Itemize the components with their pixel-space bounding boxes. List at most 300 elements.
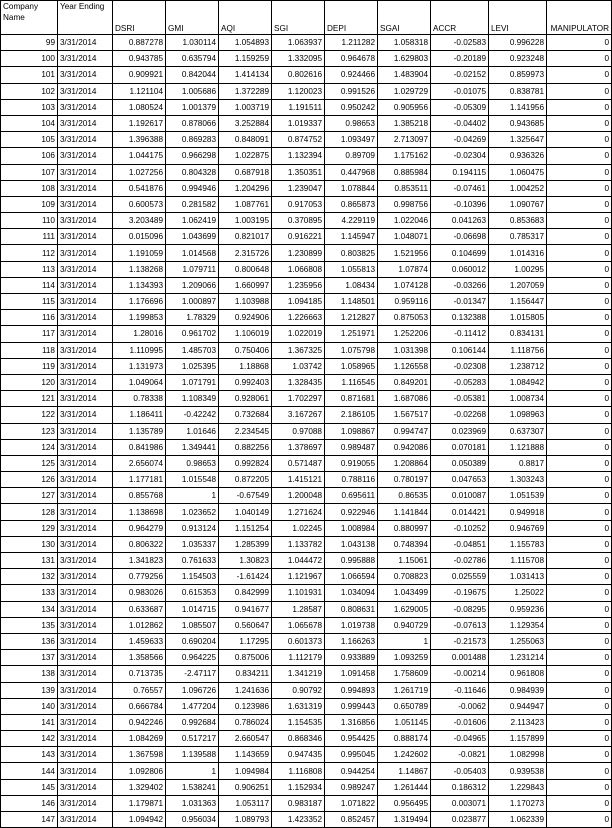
cell-gmi: 1.538241 bbox=[166, 779, 219, 795]
cell-year-ending: 3/31/2014 bbox=[58, 520, 113, 536]
cell-company: 102 bbox=[1, 83, 58, 99]
table-row bbox=[1, 407, 612, 423]
cell-year-ending: 3/31/2014 bbox=[58, 83, 113, 99]
cell-year-ending: 3/31/2014 bbox=[58, 585, 113, 601]
cell-dsri: 1.358566 bbox=[113, 650, 166, 666]
header-manipulator: MANIPULATOR bbox=[547, 1, 612, 35]
cell-sgai: 0.875053 bbox=[378, 310, 431, 326]
table-row bbox=[1, 553, 612, 569]
cell-levi: 1.157899 bbox=[489, 731, 547, 747]
cell-gmi: 0.615353 bbox=[166, 585, 219, 601]
cell-levi: 1.084942 bbox=[489, 374, 547, 390]
cell-year-ending: 3/31/2014 bbox=[58, 51, 113, 67]
cell-levi: 0.8817 bbox=[489, 455, 547, 471]
cell-sgi: 3.167267 bbox=[272, 407, 325, 423]
cell-company: 112 bbox=[1, 245, 58, 261]
cell-sgi: 1.702297 bbox=[272, 391, 325, 407]
cell-accr: -0.10396 bbox=[431, 196, 489, 212]
cell-sgai: 1.022046 bbox=[378, 213, 431, 229]
table-row bbox=[1, 67, 612, 83]
table-row bbox=[1, 261, 612, 277]
cell-depi: 1.078844 bbox=[325, 180, 378, 196]
cell-year-ending: 3/31/2014 bbox=[58, 731, 113, 747]
cell-sgi: 1.112179 bbox=[272, 650, 325, 666]
cell-levi: 1.325647 bbox=[489, 132, 547, 148]
cell-manipulator: 0 bbox=[547, 99, 612, 115]
cell-company: 126 bbox=[1, 472, 58, 488]
cell-aqi: 0.821017 bbox=[219, 229, 272, 245]
cell-manipulator: 0 bbox=[547, 536, 612, 552]
cell-aqi: 0.872205 bbox=[219, 472, 272, 488]
cell-levi: 0.961808 bbox=[489, 666, 547, 682]
cell-company: 105 bbox=[1, 132, 58, 148]
cell-aqi: -1.61424 bbox=[219, 569, 272, 585]
table-row bbox=[1, 617, 612, 633]
cell-levi: 0.785317 bbox=[489, 229, 547, 245]
cell-levi: 1.303243 bbox=[489, 472, 547, 488]
cell-manipulator: 0 bbox=[547, 520, 612, 536]
cell-company: 133 bbox=[1, 585, 58, 601]
cell-accr: 0.047653 bbox=[431, 472, 489, 488]
cell-sgi: 1.631319 bbox=[272, 698, 325, 714]
table-row bbox=[1, 213, 612, 229]
cell-depi: 1.145947 bbox=[325, 229, 378, 245]
cell-sgai: 1.175162 bbox=[378, 148, 431, 164]
cell-depi: 0.944254 bbox=[325, 763, 378, 779]
cell-dsri: 0.78338 bbox=[113, 391, 166, 407]
cell-aqi: 0.687918 bbox=[219, 164, 272, 180]
cell-levi: 1.014316 bbox=[489, 245, 547, 261]
cell-company: 114 bbox=[1, 277, 58, 293]
cell-dsri: 0.909921 bbox=[113, 67, 166, 83]
table-row bbox=[1, 326, 612, 342]
cell-depi: 1.166263 bbox=[325, 633, 378, 649]
cell-dsri: 0.666784 bbox=[113, 698, 166, 714]
cell-depi: 1.08434 bbox=[325, 277, 378, 293]
cell-year-ending: 3/31/2014 bbox=[58, 472, 113, 488]
table-row bbox=[1, 148, 612, 164]
cell-year-ending: 3/31/2014 bbox=[58, 650, 113, 666]
cell-levi: 0.853683 bbox=[489, 213, 547, 229]
cell-accr: 0.194115 bbox=[431, 164, 489, 180]
cell-manipulator: 0 bbox=[547, 83, 612, 99]
cell-depi: 0.995888 bbox=[325, 553, 378, 569]
cell-accr: -0.05283 bbox=[431, 374, 489, 390]
cell-year-ending: 3/31/2014 bbox=[58, 747, 113, 763]
cell-manipulator: 0 bbox=[547, 455, 612, 471]
table-row bbox=[1, 650, 612, 666]
cell-sgai: 1.567517 bbox=[378, 407, 431, 423]
cell-dsri: 0.541876 bbox=[113, 180, 166, 196]
table-row bbox=[1, 132, 612, 148]
header-company-name: Company Name bbox=[1, 1, 58, 35]
cell-sgi: 1.063937 bbox=[272, 35, 325, 51]
cell-depi: 1.093497 bbox=[325, 132, 378, 148]
cell-company: 103 bbox=[1, 99, 58, 115]
header-levi: LEVI bbox=[489, 1, 547, 35]
cell-accr: -0.0821 bbox=[431, 747, 489, 763]
cell-sgai: 0.994747 bbox=[378, 423, 431, 439]
cell-sgi: 0.370895 bbox=[272, 213, 325, 229]
table-row bbox=[1, 682, 612, 698]
cell-manipulator: 0 bbox=[547, 423, 612, 439]
table-row bbox=[1, 714, 612, 730]
cell-company: 99 bbox=[1, 35, 58, 51]
cell-year-ending: 3/31/2014 bbox=[58, 261, 113, 277]
cell-depi: 0.954425 bbox=[325, 731, 378, 747]
cell-depi: 0.922946 bbox=[325, 504, 378, 520]
cell-accr: 0.003071 bbox=[431, 795, 489, 811]
cell-manipulator: 0 bbox=[547, 310, 612, 326]
cell-year-ending: 3/31/2014 bbox=[58, 326, 113, 342]
cell-dsri: 1.138268 bbox=[113, 261, 166, 277]
cell-accr: 0.050389 bbox=[431, 455, 489, 471]
cell-accr: -0.0062 bbox=[431, 698, 489, 714]
cell-depi: 0.933889 bbox=[325, 650, 378, 666]
cell-gmi: 1.000897 bbox=[166, 294, 219, 310]
cell-year-ending: 3/31/2014 bbox=[58, 67, 113, 83]
cell-depi: 2.186105 bbox=[325, 407, 378, 423]
cell-accr: 0.023969 bbox=[431, 423, 489, 439]
cell-company: 144 bbox=[1, 763, 58, 779]
cell-gmi: 0.869283 bbox=[166, 132, 219, 148]
cell-sgi: 0.802616 bbox=[272, 67, 325, 83]
cell-company: 120 bbox=[1, 374, 58, 390]
cell-dsri: 0.806322 bbox=[113, 536, 166, 552]
cell-sgi: 0.90792 bbox=[272, 682, 325, 698]
cell-manipulator: 0 bbox=[547, 601, 612, 617]
cell-depi: 1.043138 bbox=[325, 536, 378, 552]
cell-sgi: 1.066808 bbox=[272, 261, 325, 277]
table-row bbox=[1, 504, 612, 520]
cell-accr: -0.01606 bbox=[431, 714, 489, 730]
header-sgi: SGI bbox=[272, 1, 325, 35]
cell-sgi: 1.132394 bbox=[272, 148, 325, 164]
table-row bbox=[1, 601, 612, 617]
cell-sgi: 1.350351 bbox=[272, 164, 325, 180]
cell-manipulator: 0 bbox=[547, 731, 612, 747]
cell-company: 131 bbox=[1, 553, 58, 569]
cell-sgi: 0.601373 bbox=[272, 633, 325, 649]
cell-aqi: 0.842999 bbox=[219, 585, 272, 601]
cell-company: 127 bbox=[1, 488, 58, 504]
cell-gmi: 0.761633 bbox=[166, 553, 219, 569]
header-accr: ACCR bbox=[431, 1, 489, 35]
cell-aqi: 0.732684 bbox=[219, 407, 272, 423]
cell-sgai: 1.126558 bbox=[378, 358, 431, 374]
cell-accr: -0.00214 bbox=[431, 666, 489, 682]
cell-aqi: 1.054893 bbox=[219, 35, 272, 51]
table-row bbox=[1, 698, 612, 714]
cell-levi: 0.838781 bbox=[489, 83, 547, 99]
table-row bbox=[1, 245, 612, 261]
table-row bbox=[1, 423, 612, 439]
cell-levi: 1.051539 bbox=[489, 488, 547, 504]
cell-sgi: 0.947435 bbox=[272, 747, 325, 763]
cell-accr: -0.06698 bbox=[431, 229, 489, 245]
cell-year-ending: 3/31/2014 bbox=[58, 504, 113, 520]
cell-depi: 0.852457 bbox=[325, 812, 378, 828]
cell-manipulator: 0 bbox=[547, 682, 612, 698]
cell-year-ending: 3/31/2014 bbox=[58, 35, 113, 51]
cell-gmi: 0.964225 bbox=[166, 650, 219, 666]
cell-gmi: 1.014715 bbox=[166, 601, 219, 617]
cell-sgai: 1.521956 bbox=[378, 245, 431, 261]
cell-aqi: 1.204296 bbox=[219, 180, 272, 196]
cell-sgi: 1.341219 bbox=[272, 666, 325, 682]
cell-sgi: 1.044472 bbox=[272, 553, 325, 569]
cell-accr: -0.05381 bbox=[431, 391, 489, 407]
cell-year-ending: 3/31/2014 bbox=[58, 423, 113, 439]
cell-company: 101 bbox=[1, 67, 58, 83]
cell-sgi: 1.230899 bbox=[272, 245, 325, 261]
cell-depi: 0.865873 bbox=[325, 196, 378, 212]
cell-manipulator: 0 bbox=[547, 180, 612, 196]
cell-company: 100 bbox=[1, 51, 58, 67]
cell-company: 108 bbox=[1, 180, 58, 196]
cell-dsri: 0.76557 bbox=[113, 682, 166, 698]
cell-sgai: 0.748394 bbox=[378, 536, 431, 552]
cell-levi: 0.943685 bbox=[489, 115, 547, 131]
cell-year-ending: 3/31/2014 bbox=[58, 374, 113, 390]
cell-accr: 0.186312 bbox=[431, 779, 489, 795]
cell-accr: 0.014421 bbox=[431, 504, 489, 520]
cell-sgai: 1.029729 bbox=[378, 83, 431, 99]
cell-aqi: 0.992403 bbox=[219, 374, 272, 390]
table-row bbox=[1, 779, 612, 795]
cell-sgi: 1.152934 bbox=[272, 779, 325, 795]
cell-gmi: 0.635794 bbox=[166, 51, 219, 67]
cell-accr: -0.11646 bbox=[431, 682, 489, 698]
cell-company: 135 bbox=[1, 617, 58, 633]
cell-company: 109 bbox=[1, 196, 58, 212]
table-row bbox=[1, 795, 612, 811]
cell-company: 123 bbox=[1, 423, 58, 439]
cell-year-ending: 3/31/2014 bbox=[58, 553, 113, 569]
cell-sgi: 1.101931 bbox=[272, 585, 325, 601]
cell-aqi: 1.094984 bbox=[219, 763, 272, 779]
cell-sgi: 1.120023 bbox=[272, 83, 325, 99]
cell-manipulator: 0 bbox=[547, 374, 612, 390]
cell-accr: -0.03266 bbox=[431, 277, 489, 293]
table-row bbox=[1, 164, 612, 180]
cell-gmi: 1.01646 bbox=[166, 423, 219, 439]
cell-gmi: 1.062419 bbox=[166, 213, 219, 229]
cell-sgai: 1.074128 bbox=[378, 277, 431, 293]
cell-levi: 0.923248 bbox=[489, 51, 547, 67]
cell-manipulator: 0 bbox=[547, 585, 612, 601]
cell-sgi: 1.133782 bbox=[272, 536, 325, 552]
cell-dsri: 1.396388 bbox=[113, 132, 166, 148]
cell-accr: -0.11412 bbox=[431, 326, 489, 342]
table-row bbox=[1, 439, 612, 455]
cell-accr: -0.02304 bbox=[431, 148, 489, 164]
cell-depi: 0.999443 bbox=[325, 698, 378, 714]
cell-dsri: 0.887278 bbox=[113, 35, 166, 51]
cell-depi: 0.788116 bbox=[325, 472, 378, 488]
cell-levi: 1.129354 bbox=[489, 617, 547, 633]
cell-dsri: 1.134393 bbox=[113, 277, 166, 293]
cell-manipulator: 0 bbox=[547, 115, 612, 131]
cell-levi: 0.949918 bbox=[489, 504, 547, 520]
cell-year-ending: 3/31/2014 bbox=[58, 601, 113, 617]
cell-gmi: 1.014568 bbox=[166, 245, 219, 261]
cell-accr: -0.04965 bbox=[431, 731, 489, 747]
cell-aqi: 1.103988 bbox=[219, 294, 272, 310]
cell-sgai: 0.885984 bbox=[378, 164, 431, 180]
table-row bbox=[1, 585, 612, 601]
header-dsri: DSRI bbox=[113, 1, 166, 35]
cell-manipulator: 0 bbox=[547, 504, 612, 520]
cell-levi: 1.031413 bbox=[489, 569, 547, 585]
cell-manipulator: 0 bbox=[547, 747, 612, 763]
cell-year-ending: 3/31/2014 bbox=[58, 294, 113, 310]
cell-dsri: 1.192617 bbox=[113, 115, 166, 131]
cell-accr: 0.070181 bbox=[431, 439, 489, 455]
table-row bbox=[1, 455, 612, 471]
cell-sgi: 0.916221 bbox=[272, 229, 325, 245]
cell-year-ending: 3/31/2014 bbox=[58, 196, 113, 212]
cell-year-ending: 3/31/2014 bbox=[58, 698, 113, 714]
cell-accr: -0.04851 bbox=[431, 536, 489, 552]
cell-sgi: 1.332095 bbox=[272, 51, 325, 67]
cell-sgi: 1.121967 bbox=[272, 569, 325, 585]
cell-manipulator: 0 bbox=[547, 229, 612, 245]
cell-depi: 0.995045 bbox=[325, 747, 378, 763]
cell-accr: -0.04402 bbox=[431, 115, 489, 131]
cell-depi: 0.919055 bbox=[325, 455, 378, 471]
cell-aqi: 0.924906 bbox=[219, 310, 272, 326]
table-row bbox=[1, 633, 612, 649]
cell-dsri: 1.012862 bbox=[113, 617, 166, 633]
cell-aqi: 1.372289 bbox=[219, 83, 272, 99]
cell-depi: 0.98653 bbox=[325, 115, 378, 131]
cell-gmi: 1.025395 bbox=[166, 358, 219, 374]
table-row bbox=[1, 310, 612, 326]
cell-levi: 1.141956 bbox=[489, 99, 547, 115]
cell-year-ending: 3/31/2014 bbox=[58, 763, 113, 779]
cell-year-ending: 3/31/2014 bbox=[58, 439, 113, 455]
cell-sgai: 1.15061 bbox=[378, 553, 431, 569]
cell-sgai: 1.629803 bbox=[378, 51, 431, 67]
table-row bbox=[1, 763, 612, 779]
cell-levi: 0.859973 bbox=[489, 67, 547, 83]
cell-manipulator: 0 bbox=[547, 795, 612, 811]
cell-accr: -0.19675 bbox=[431, 585, 489, 601]
cell-depi: 1.251971 bbox=[325, 326, 378, 342]
table-row bbox=[1, 472, 612, 488]
cell-year-ending: 3/31/2014 bbox=[58, 213, 113, 229]
cell-dsri: 1.28016 bbox=[113, 326, 166, 342]
cell-year-ending: 3/31/2014 bbox=[58, 682, 113, 698]
table-row bbox=[1, 277, 612, 293]
cell-year-ending: 3/31/2014 bbox=[58, 277, 113, 293]
cell-sgai: 0.998756 bbox=[378, 196, 431, 212]
cell-levi: 0.944947 bbox=[489, 698, 547, 714]
cell-year-ending: 3/31/2014 bbox=[58, 795, 113, 811]
cell-levi: 0.834131 bbox=[489, 326, 547, 342]
cell-gmi: 1.477204 bbox=[166, 698, 219, 714]
cell-gmi: 0.281582 bbox=[166, 196, 219, 212]
cell-levi: 1.060475 bbox=[489, 164, 547, 180]
cell-aqi: 0.875006 bbox=[219, 650, 272, 666]
cell-depi: 1.008984 bbox=[325, 520, 378, 536]
table-row bbox=[1, 99, 612, 115]
cell-dsri: 1.186411 bbox=[113, 407, 166, 423]
cell-sgai: 0.780197 bbox=[378, 472, 431, 488]
cell-sgai: 1.141844 bbox=[378, 504, 431, 520]
cell-company: 141 bbox=[1, 714, 58, 730]
cell-aqi: 0.941677 bbox=[219, 601, 272, 617]
cell-levi: 0.936326 bbox=[489, 148, 547, 164]
cell-sgai: 1.208864 bbox=[378, 455, 431, 471]
cell-dsri: 1.179871 bbox=[113, 795, 166, 811]
cell-sgai: 1.043499 bbox=[378, 585, 431, 601]
cell-dsri: 0.600573 bbox=[113, 196, 166, 212]
cell-sgai: 1.483904 bbox=[378, 67, 431, 83]
cell-sgi: 1.423352 bbox=[272, 812, 325, 828]
cell-aqi: 0.848091 bbox=[219, 132, 272, 148]
cell-gmi: 0.98653 bbox=[166, 455, 219, 471]
cell-company: 110 bbox=[1, 213, 58, 229]
cell-year-ending: 3/31/2014 bbox=[58, 358, 113, 374]
cell-manipulator: 0 bbox=[547, 763, 612, 779]
cell-accr: -0.05309 bbox=[431, 99, 489, 115]
cell-levi: 1.255063 bbox=[489, 633, 547, 649]
cell-dsri: 1.138698 bbox=[113, 504, 166, 520]
cell-year-ending: 3/31/2014 bbox=[58, 617, 113, 633]
cell-sgai: 0.708823 bbox=[378, 569, 431, 585]
cell-sgai: 1.252206 bbox=[378, 326, 431, 342]
cell-levi: 1.098963 bbox=[489, 407, 547, 423]
cell-dsri: 1.459633 bbox=[113, 633, 166, 649]
cell-depi: 0.924466 bbox=[325, 67, 378, 83]
cell-accr: -0.01075 bbox=[431, 83, 489, 99]
cell-sgai: 1.687086 bbox=[378, 391, 431, 407]
cell-levi: 1.015805 bbox=[489, 310, 547, 326]
cell-sgai: 1.385218 bbox=[378, 115, 431, 131]
cell-aqi: 0.560647 bbox=[219, 617, 272, 633]
cell-sgi: 1.367325 bbox=[272, 342, 325, 358]
cell-sgai: 0.849201 bbox=[378, 374, 431, 390]
cell-accr: 0.106144 bbox=[431, 342, 489, 358]
cell-dsri: 1.131973 bbox=[113, 358, 166, 374]
cell-dsri: 1.177181 bbox=[113, 472, 166, 488]
cell-company: 134 bbox=[1, 601, 58, 617]
cell-gmi: 1.096726 bbox=[166, 682, 219, 698]
cell-gmi: 0.517217 bbox=[166, 731, 219, 747]
cell-aqi: 1.285399 bbox=[219, 536, 272, 552]
cell-depi: 1.116545 bbox=[325, 374, 378, 390]
cell-sgai: 1.07874 bbox=[378, 261, 431, 277]
cell-company: 119 bbox=[1, 358, 58, 374]
cell-depi: 1.098867 bbox=[325, 423, 378, 439]
cell-depi: 0.964678 bbox=[325, 51, 378, 67]
cell-aqi: 1.241636 bbox=[219, 682, 272, 698]
cell-year-ending: 3/31/2014 bbox=[58, 391, 113, 407]
cell-levi: 1.207059 bbox=[489, 277, 547, 293]
cell-sgai: 1.14867 bbox=[378, 763, 431, 779]
cell-gmi: 1.079711 bbox=[166, 261, 219, 277]
cell-gmi: 1.023652 bbox=[166, 504, 219, 520]
cell-company: 124 bbox=[1, 439, 58, 455]
cell-year-ending: 3/31/2014 bbox=[58, 666, 113, 682]
cell-sgai: 1.261719 bbox=[378, 682, 431, 698]
cell-year-ending: 3/31/2014 bbox=[58, 115, 113, 131]
cell-accr: -0.02268 bbox=[431, 407, 489, 423]
cell-gmi: 1.78329 bbox=[166, 310, 219, 326]
cell-sgi: 1.022019 bbox=[272, 326, 325, 342]
